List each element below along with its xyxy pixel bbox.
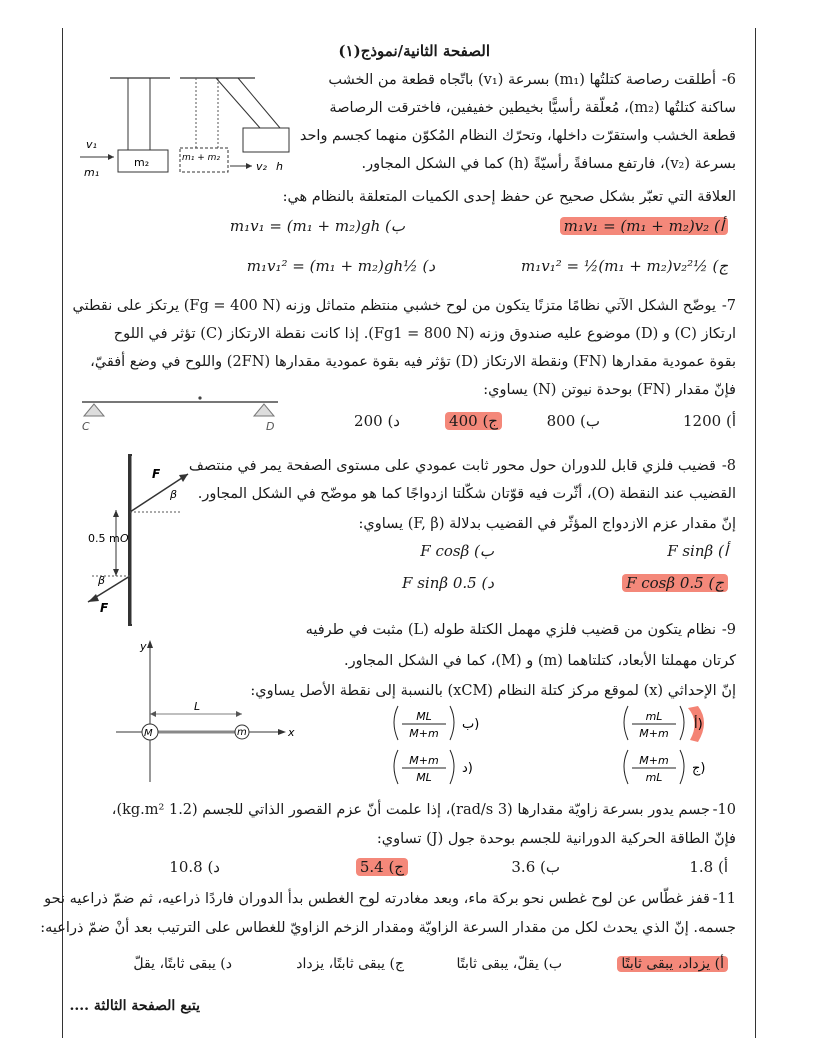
- mass-M-label: M: [144, 728, 153, 739]
- highlight-mark: أ) يزداد، يبقى ثابتًا: [617, 956, 728, 972]
- q9-option-c[interactable]: [618, 746, 718, 790]
- q9-c-letter: ج): [692, 761, 706, 776]
- q11-option-a[interactable]: [617, 956, 728, 972]
- q7-line-2: ارتكاز (C) و (D) موضوع عليه صندوق وزنه (Fg1 = 800 N). إذا كانت نقطة الارتكاز (C) تؤثر في اللوح: [113, 326, 736, 342]
- q8-line-2: القضيب عند النقطة (O)، أثّرت فيه قوّتان شكّلتا ازدواجًا كما هو موضّح في الشكل المجاور.: [197, 486, 736, 502]
- q10-option-d[interactable]: د) 10.8: [169, 858, 220, 876]
- q8-option-b[interactable]: ب) F cosβ: [420, 542, 494, 560]
- support-c-label: C: [82, 420, 90, 433]
- beta-top-label: β: [170, 488, 178, 501]
- m1-label: m₁: [84, 166, 100, 179]
- q10-option-b[interactable]: ب) 3.6: [511, 858, 560, 876]
- q7-option-c[interactable]: [445, 412, 502, 430]
- q9-option-b[interactable]: [388, 702, 488, 746]
- footer-note: يتبع الصفحة الثالثة ....: [69, 998, 200, 1014]
- q9-d-numerator: M+m: [409, 754, 439, 767]
- m1m2-label: m₁ + m₂: [182, 153, 221, 163]
- v1-label: v₁: [86, 138, 97, 151]
- q11-number: 11-: [712, 891, 736, 907]
- q9-c-denominator: mL: [645, 771, 663, 784]
- y-axis-label: y: [140, 640, 147, 653]
- q9-line-1: نظام يتكون من قضيب فلزي مهمل الكتلة طوله (L) مثبت في طرفيه: [305, 622, 716, 638]
- highlight-mark: ج) 5.4: [356, 858, 408, 876]
- q7-number: 7-: [721, 298, 736, 314]
- highlight-mark: أ) m₁v₁ = (m₁ + m₂)v₂: [560, 217, 728, 235]
- q9-line-2: كرتان مهملتا الأبعاد، كتلتاهما (m) و (M)، كما في الشكل المجاور.: [344, 653, 736, 669]
- q10-number: 10-: [712, 802, 736, 818]
- force-f-bottom-label: F: [100, 601, 109, 615]
- q11-option-c[interactable]: ج) يبقى ثابتًا، يزداد: [296, 956, 404, 972]
- highlight-mark: ج) 400: [445, 412, 502, 430]
- q10-option-c[interactable]: [356, 858, 408, 876]
- q9-a-numerator: mL: [645, 710, 663, 723]
- q7-line-4: فإنّ مقدار (FN) بوحدة نيوتن (N) يساوي:: [483, 382, 736, 398]
- q6-option-c[interactable]: ج) ½m₁v₁² = ½(m₁ + m₂)v₂²: [520, 257, 728, 275]
- q7-option-d[interactable]: د) 200: [354, 412, 400, 430]
- q9-line-3: إنّ الإحداثي (x) لموقع مركز كتلة النظام (xCM) بالنسبة إلى نقطة الأصل يساوي:: [250, 683, 736, 699]
- q11-option-b[interactable]: ب) يقلّ، يبقى ثابتًا: [456, 956, 562, 972]
- q8-number: 8-: [721, 458, 736, 474]
- highlight-mark: ج) 0.5 F cosβ: [622, 574, 728, 592]
- q11-line-2: جسمه. إنّ الذي يحدث لكل من مقدار السرعة الزاويّة ومقدار الزخم الزاويّ للغطاس على الترتيب بعد أنْ ضمّ ذراعيه:: [40, 920, 736, 936]
- q6-option-a[interactable]: [560, 217, 728, 235]
- q8-line-1: قضيب فلزي قابل للدوران حول محور ثابت عمودي على مستوى الصفحة يمر في منتصف: [188, 458, 716, 474]
- q9-a-denominator: M+m: [639, 727, 669, 740]
- q8-option-a[interactable]: أ) F sinβ: [667, 542, 728, 560]
- q6-line-3: قطعة الخشب واستقرّت داخلها، وتحرّك النظام المُكوّن منهما كجسم واحد: [299, 128, 736, 144]
- q6-line-2: ساكنة كتلتُها (m₂)، مُعلّقة رأسيًّا بخيطين خفيفين، فاخترقت الرصاصة: [329, 100, 736, 116]
- q9-number: 9-: [721, 622, 736, 638]
- mass-m-label: m: [237, 727, 247, 738]
- q9-a-letter: أ): [694, 717, 703, 732]
- q6-line-4: بسرعة (v₂)، فارتفع مسافةً رأسيّةً (h) كما في الشكل المجاور.: [361, 156, 736, 172]
- q8-option-d[interactable]: د) 0.5 F sinβ: [402, 574, 494, 592]
- q9-option-d[interactable]: [388, 746, 488, 790]
- plank-figure: [78, 394, 288, 438]
- force-f-top-label: F: [152, 467, 161, 481]
- q9-d-letter: د): [462, 761, 473, 776]
- x-axis-label: x: [288, 726, 295, 739]
- q10-line-2: فإنّ الطاقة الحركية الدورانية للجسم بوحدة جول (J) تساوي:: [376, 831, 736, 847]
- q6-number: 6-: [721, 72, 736, 88]
- q10-option-a[interactable]: أ) 1.8: [689, 858, 728, 876]
- q6-line-1: أطلقت رصاصة كتلتُها (m₁) بسرعة (v₁) باتّجاه قطعة من الخشب: [328, 72, 716, 88]
- v2-label: v₂: [256, 160, 267, 173]
- q10-line-1: جسم يدور بسرعة زاويّة مقدارها (3 rad/s)، إذا علمت أنّ عزم القصور الذاتي للجسم (1.2 kg.m²)،: [111, 802, 710, 818]
- q11-option-d[interactable]: د) يبقى ثابتًا، يقلّ: [133, 956, 232, 972]
- q7-line-3: بقوة عمودية مقدارها (FN) ونقطة الارتكاز (D) تؤثر فيه بقوة عمودية مقدارها (2FN) واللوح في وضع أفقيّ،: [90, 354, 736, 370]
- q9-b-numerator: ML: [416, 710, 432, 723]
- q8-option-c[interactable]: [622, 574, 728, 592]
- q7-option-a[interactable]: أ) 1200: [683, 412, 736, 430]
- q8-line-3: إنّ مقدار عزم الازدواج المؤثّر في القضيب بدلالة (F, β) يساوي:: [358, 516, 736, 532]
- q6-option-d[interactable]: د) ½m₁v₁² = (m₁ + m₂)gh: [246, 257, 435, 275]
- q9-b-letter: ب): [462, 717, 480, 732]
- pendulum-figure: [80, 72, 295, 184]
- rod-couple-figure: [80, 452, 200, 628]
- q9-c-numerator: M+m: [639, 754, 669, 767]
- support-d-label: D: [266, 420, 275, 433]
- h-label: h: [276, 160, 283, 173]
- q6-line-5: العلاقة التي تعبّر بشكل صحيح عن حفظ إحدى الكميات المتعلقة بالنظام هي:: [282, 189, 736, 205]
- q9-b-denominator: M+m: [409, 727, 439, 740]
- two-mass-figure: [110, 636, 310, 786]
- q9-d-denominator: ML: [416, 771, 432, 784]
- beta-bottom-label: β: [98, 574, 106, 587]
- pivot-o-label: O: [120, 532, 129, 545]
- page-header: الصفحة الثانية/نموذج(١): [338, 42, 490, 60]
- distance-label: 0.5 m: [88, 532, 120, 545]
- q9-option-a[interactable]: [618, 702, 718, 746]
- m2-label: m₂: [134, 156, 150, 169]
- q11-line-1: قفز غطّاس عن لوح غطس نحو بركة ماء، وبعد مغادرته لوح الغطس بدأ الدوران فاردًا ذراعيه، ثم ضمّ ذراعيه نحو: [44, 891, 710, 907]
- q7-option-b[interactable]: ب) 800: [546, 412, 600, 430]
- q7-line-1: يوضّح الشكل الآتي نظامًا متزنًا يتكون من لوح خشبي منتظم متماثل وزنه (Fg = 400 N) يرتكز على نقطتي: [72, 298, 716, 314]
- length-L-label: L: [194, 700, 201, 713]
- q6-option-b[interactable]: ب) m₁v₁ = (m₁ + m₂)gh: [229, 217, 405, 235]
